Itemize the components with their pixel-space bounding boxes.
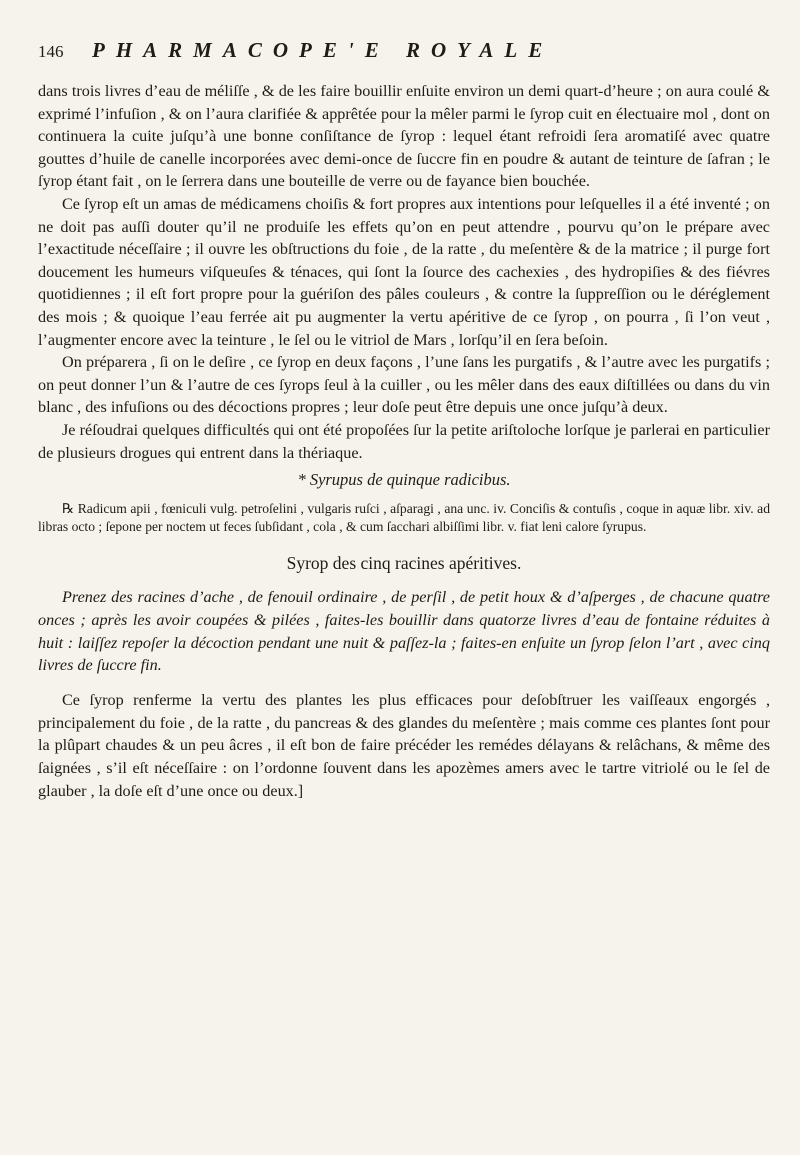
- paragraph-aristolochia: Je réſoudrai quelques difficultés qui ont été propoſées ſur la petite ariſtoloche lorſque je parlerai en particulier de plusieurs drogues qui entrent dans la thériaque.: [38, 420, 770, 462]
- recipe-french-title: Syrop des cinq racines apéritives.: [286, 553, 522, 574]
- paragraph-commentary: Ce ſyrop renferme la vertu des plantes les plus efficaces pour deſobſtruer les vaiſſeaux engorgés , principalement du foie , de la ratte , du pancreas & des glandes du meſentère ; mais comme ces plantes ſont pour la plûpart chaudes & un peu âcres , il eſt bon de faire précéder les remédes délayans & relâchans, & même des ſaignées , s’il eſt néceſſaire : on l’ordonne ſouvent dans les apozèmes amers avec le tartre vitriolé ou le ſel de glauber , la doſe eſt d’une once ou deux.]: [38, 691, 770, 800]
- paragraph-continuation: dans trois livres d’eau de méliſſe , & de les faire bouillir enſuite environ un demi quart-d’heure ; on aura coulé & exprimé l’infuſion , & on l’aura clarifiée & apprêtée pour la mêler parmi le ſyrop cuit en électuaire mol , dont on continuera la cuite juſqu’à une bonne conſiſtance de ſyrop : lequel étant refroidi ſera aromatiſé avec quatre gouttes d’huile de canelle incorporées avec demi-once de ſuccre fin en poudre & autant de teinture de ſafran ; le ſyrop étant fait , on le ſerrera dans une bouteille de verre ou de fayance bien bouchée.: [38, 82, 770, 191]
- recipe-latin-title: * Syrupus de quinque radicibus.: [297, 470, 511, 490]
- running-head: PHARMACOPE'E ROYALE: [92, 38, 554, 62]
- page-header: [38, 38, 770, 80]
- recipe-latin-body: ℞ Radicum apii , fœniculi vulg. petroſelini , vulgaris ruſci , aſparagi , ana unc. iv. Conciſis & contuſis , coque in aquæ libr. xiv. ad libras octo ; ſepone per noctem ut feces ſubſidant , cola , & cum ſacchari albiſſimi libr. v. fiat leni calore ſyrupus.: [38, 501, 770, 535]
- paragraph-virtues: Ce ſyrop eſt un amas de médicamens choiſis & fort propres aux intentions pour leſquelles il a été inventé ; on ne doit pas auſſi douter qu’il ne produiſe les effets qu’on en peut attendre , pourvu qu’on le prépare avec l’exactitude néceſſaire ; il ouvre les obſtructions du foie , de la ratte , du meſentère & de la matrice ; il purge fort doucement les humeurs viſqueuſes & ténaces, qui ſont la ſource des cachexies , des hydropiſies & des fiévres quotidiennes ; il eſt fort propre pour la guériſon des pâles couleurs , & contre la ſuppreſſion ou le déréglement des mois ; & quoique l’eau ferrée ait pu augmenter la vertu apéritive de ce ſyrop , on pourra , ſi l’on veut , l’augmenter encore avec la teinture , le ſel ou le vitriol de Mars , lorſqu’il en ſera beſoin.: [38, 194, 770, 349]
- page-number: 146: [38, 42, 64, 61]
- recipe-french-body: Prenez des racines d’ache , de fenouil ordinaire , de perſil , de petit houx & d’aſperges , de chacune quatre onces ; après les avoir coupées & pilées , faites-les bouillir dans quatorze livres d’eau de fontaine réduites à huit : laiſſez repoſer la décoction pendant une nuit & paſſez-la ; faites-en enſuite un ſyrop ſelon l’art , avec cinq livres de ſuccre fin.: [38, 588, 770, 675]
- paragraph-preparation: On préparera , ſi on le deſire , ce ſyrop en deux façons , l’une ſans les purgatifs , & l’autre avec les purgatifs ; on peut donner l’un & l’autre de ces ſyrops ſeul à la cuiller , ou les mêler dans des eaux diſtillées ou dans du vin blanc , des infuſions ou des décoctions propres ; leur doſe peut être depuis une once juſqu’à deux.: [38, 353, 770, 417]
